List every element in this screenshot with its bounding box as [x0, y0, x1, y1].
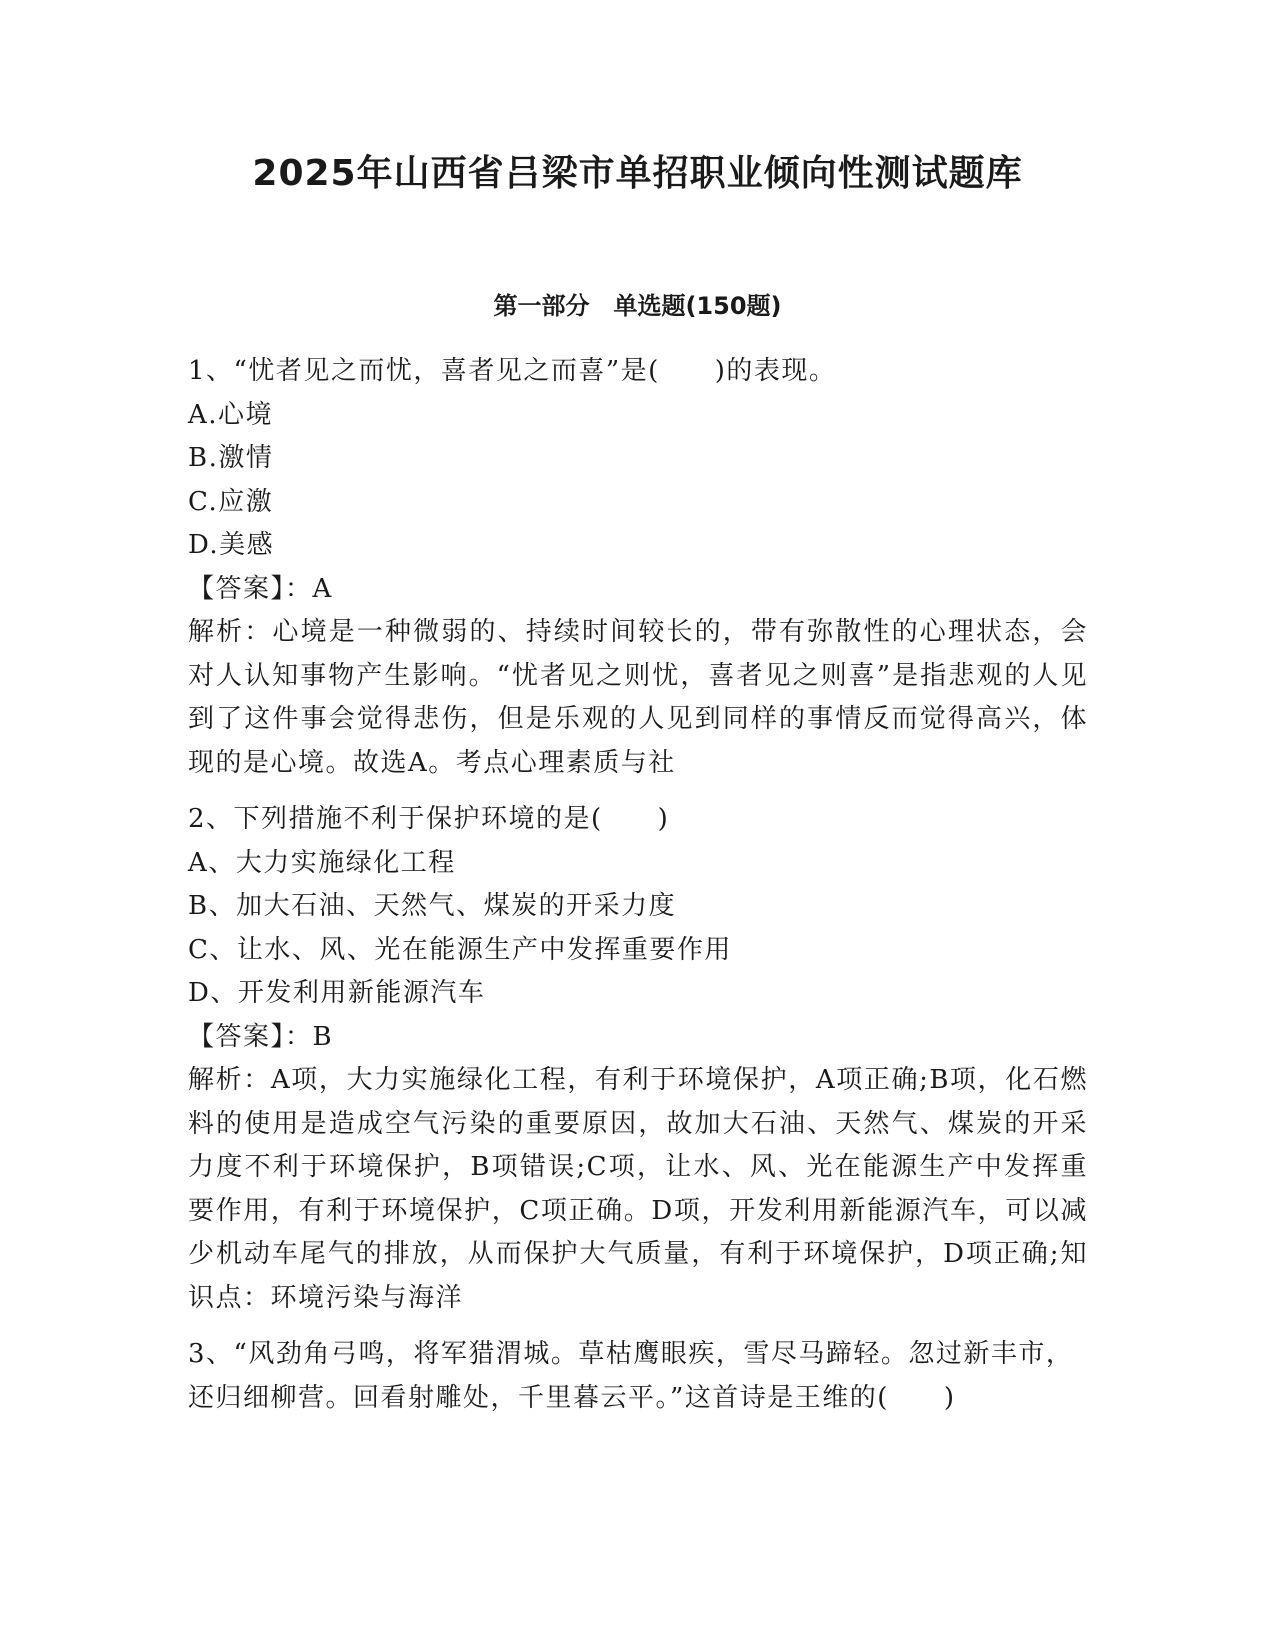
option-a: A、大力实施绿化工程	[188, 847, 456, 878]
option-d: D.美感	[188, 530, 275, 560]
option-b: B、加大石油、天然气、煤炭的开采力度	[188, 891, 677, 921]
explanation: 解析：A项，大力实施绿化工程，有利于环境保护，A项正确;B项，化石燃料的使用是造成空气污染的重要原因，故加大石油、天然气、煤炭的开采力度不利于环境保护，B项错误;C项，让水、风、光在能源生产中发挥重要作用，有利于环境保护，C项正确。D项，开发利用新能源汽车，可以减少机动车尾气的排放，从而保护大气质量，有利于环境保护，D项正确;知识点：环境污染与海洋	[188, 1065, 1088, 1313]
option-a: A.心境	[188, 399, 274, 430]
question-stem: 1、“忧者见之而忧，喜者见之而喜”是( )的表现。	[188, 356, 837, 386]
question-stem: 3、“风劲角弓鸣，将军猎渭城。草枯鹰眼疾，雪尽马蹄轻。忽过新丰市，还归细柳营。回看射雕处，千里暮云平。”这首诗是王维的( )	[188, 1339, 1074, 1413]
option-b: B.激情	[188, 443, 274, 473]
option-d: D、开发利用新能源汽车	[188, 978, 486, 1008]
question-1	[188, 350, 1088, 785]
question-stem: 2、下列措施不利于保护环境的是( )	[188, 804, 670, 834]
answer: 【答案】：B	[188, 1021, 334, 1052]
option-c: C、让水、风、光在能源生产中发挥重要作用	[188, 934, 732, 965]
document-body	[188, 350, 1088, 1433]
explanation: 解析：心境是一种微弱的、持续时间较长的，带有弥散性的心理状态，会对人认知事物产生影响。“忧者见之则忧，喜者见之则喜”是指悲观的人见到了这件事会觉得悲伤，但是乐观的人见到同样的事情反而觉得高兴，体现的是心境。故选A。考点心理素质与社	[188, 617, 1088, 778]
question-3	[188, 1333, 1088, 1420]
option-c: C.应激	[188, 486, 274, 517]
section-title: 第一部分 单选题(150题)	[493, 292, 782, 320]
question-2	[188, 798, 1088, 1320]
answer: 【答案】：A	[188, 573, 333, 604]
document-title: 2025年山西省吕梁市单招职业倾向性测试题库	[252, 153, 1023, 194]
